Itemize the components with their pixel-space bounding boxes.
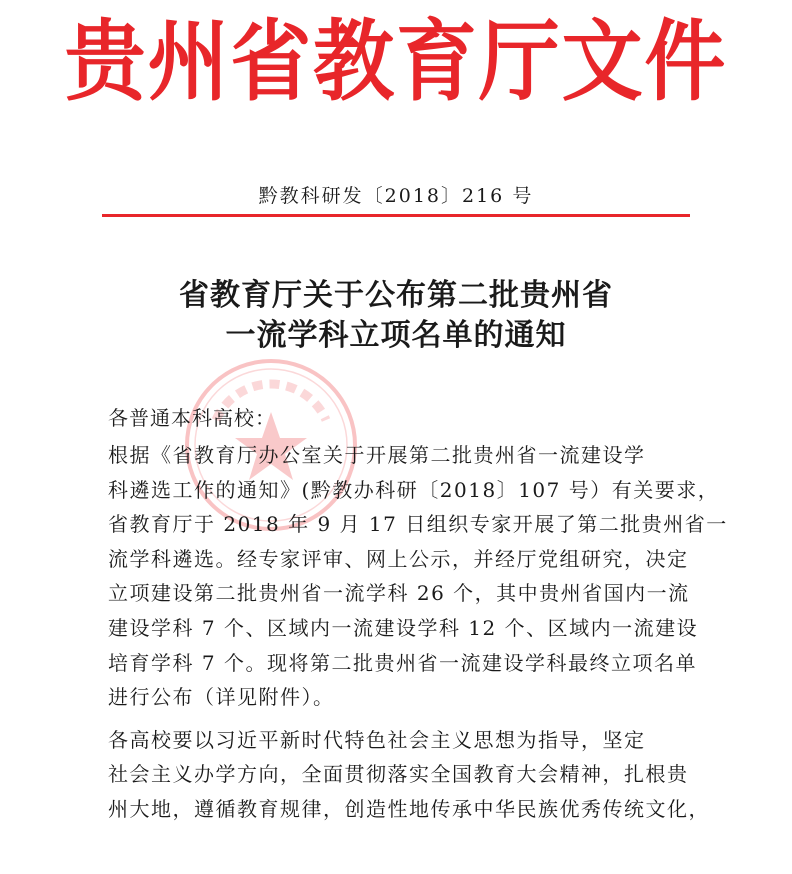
text-line: 进行公布（详见附件）。 bbox=[108, 685, 335, 710]
text-line: 州大地，遵循教育规律，创造性地传承中华民族优秀传统文化， bbox=[108, 796, 710, 821]
paragraph bbox=[108, 438, 728, 715]
document-number: 黔教科研发〔2018〕216 号 bbox=[258, 185, 534, 207]
text-line: 立项建设第二批贵州省一流学科 26 个，其中贵州省国内一流 bbox=[108, 581, 690, 606]
document-header-title: 贵州省教育厅文件 bbox=[64, 10, 728, 113]
body-text bbox=[108, 438, 728, 827]
paragraph-gap bbox=[108, 715, 688, 723]
text-line: 社会主义办学方向，全面贯彻落实全国教育大会精神，扎根贵 bbox=[108, 762, 689, 787]
notice-title-line-2: 一流学科立项名单的通知 bbox=[225, 318, 567, 353]
text-line: 建设学科 7 个、区域内一流建设学科 12 个、区域内一流建设 bbox=[108, 615, 699, 640]
text-line: 各高校要以习近平新时代特色社会主义思想为指导，坚定 bbox=[108, 727, 646, 752]
notice-title-line-1: 省教育厅关于公布第二批贵州省 bbox=[179, 278, 613, 313]
text-line: 流学科遴选。经专家评审、网上公示，并经厅党组研究，决定 bbox=[108, 546, 689, 571]
text-line: 培育学科 7 个。现将第二批贵州省一流建设学科最终立项名单 bbox=[108, 650, 697, 675]
paragraph bbox=[108, 723, 710, 827]
red-divider-line bbox=[102, 214, 690, 217]
text-line: 科遴选工作的通知》(黔教办科研〔2018〕107 号）有关要求， bbox=[108, 477, 720, 502]
salutation: 各普通本科高校： bbox=[108, 406, 276, 430]
text-line: 根据《省教育厅办公室关于开展第二批贵州省一流建设学 bbox=[108, 443, 646, 467]
notice-title bbox=[0, 276, 792, 356]
text-line: 省教育厅于 2018 年 9 月 17 日组织专家开展了第二批贵州省一 bbox=[108, 512, 728, 537]
